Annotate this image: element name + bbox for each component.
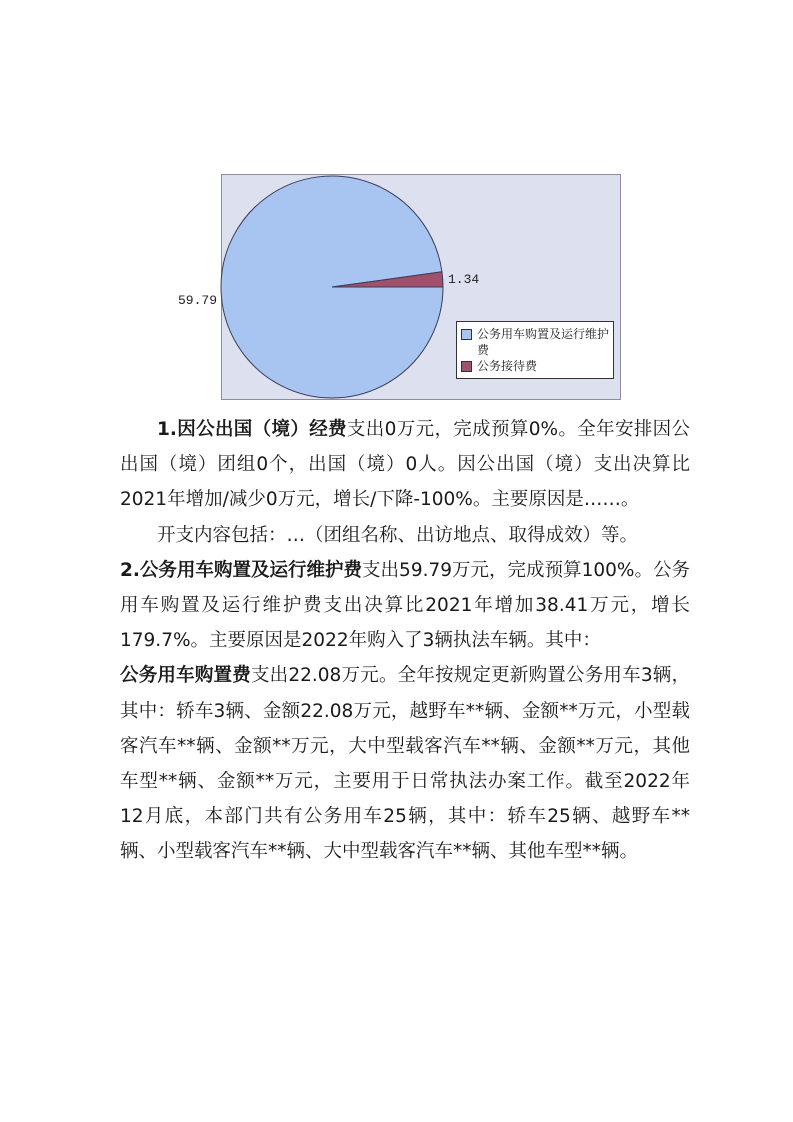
heading-vehicle-expense: 2.公务用车购置及运行维护费	[120, 559, 363, 581]
text-vehicle-purchase: 支出22.08万元。全年按规定更新购置公务用车3辆，其中：轿车3辆、金额22.08万元，越野车**辆、金额**万元，小型载客汽车**辆、金额**万元，大中型载客汽车**辆、金额**万元，其他车型**辆、金额**万元，主要用于日常执法办案工作。截至2022年12月底，本部门共有公务用车25辆，其中：轿车25辆、越野车**辆、小型载客汽车**辆、大中型载客汽车**辆、其他车型**辆。	[120, 665, 690, 863]
text-vehicle-expense: 支出59.79万元，完成预算100%。公务用车购置及运行维护费支出决算比2021年增加38.41万元，增长179.7%。主要原因是2022年购入了3辆执法车辆。其中：	[120, 559, 691, 652]
data-label-reception: 1.34	[448, 272, 480, 287]
paragraph-vehicle-expense	[120, 553, 690, 659]
document-body	[120, 412, 690, 870]
paragraph-vehicle-purchase	[120, 658, 690, 869]
legend-entry-vehicle	[461, 326, 609, 358]
paragraph-expense-content	[120, 518, 690, 553]
legend-swatch-reception	[461, 361, 472, 372]
legend-label-vehicle: 公务用车购置及运行维护费	[477, 327, 610, 357]
legend-label-reception: 公务接待费	[477, 359, 538, 373]
paragraph-overseas-travel	[120, 412, 690, 518]
text-overseas-travel: 支出0万元，完成预算0%。全年安排因公出国（境）团组0个，出国（境）0人。因公出国（境）支出决算比2021年增加/减少0万元，增长/下降-100%。主要原因是……。	[120, 419, 691, 511]
data-label-vehicle: 59.79	[178, 293, 218, 308]
legend-swatch-vehicle	[461, 329, 472, 340]
chart-legend	[456, 321, 614, 379]
heading-overseas-travel: 1.因公出国（境）经费	[157, 419, 347, 440]
text-expense-content: 开支内容包括：…（团组名称、出访地点、取得成效）等。	[157, 524, 639, 546]
heading-vehicle-purchase: 公务用车购置费	[120, 665, 251, 687]
legend-entry-reception	[461, 358, 609, 374]
